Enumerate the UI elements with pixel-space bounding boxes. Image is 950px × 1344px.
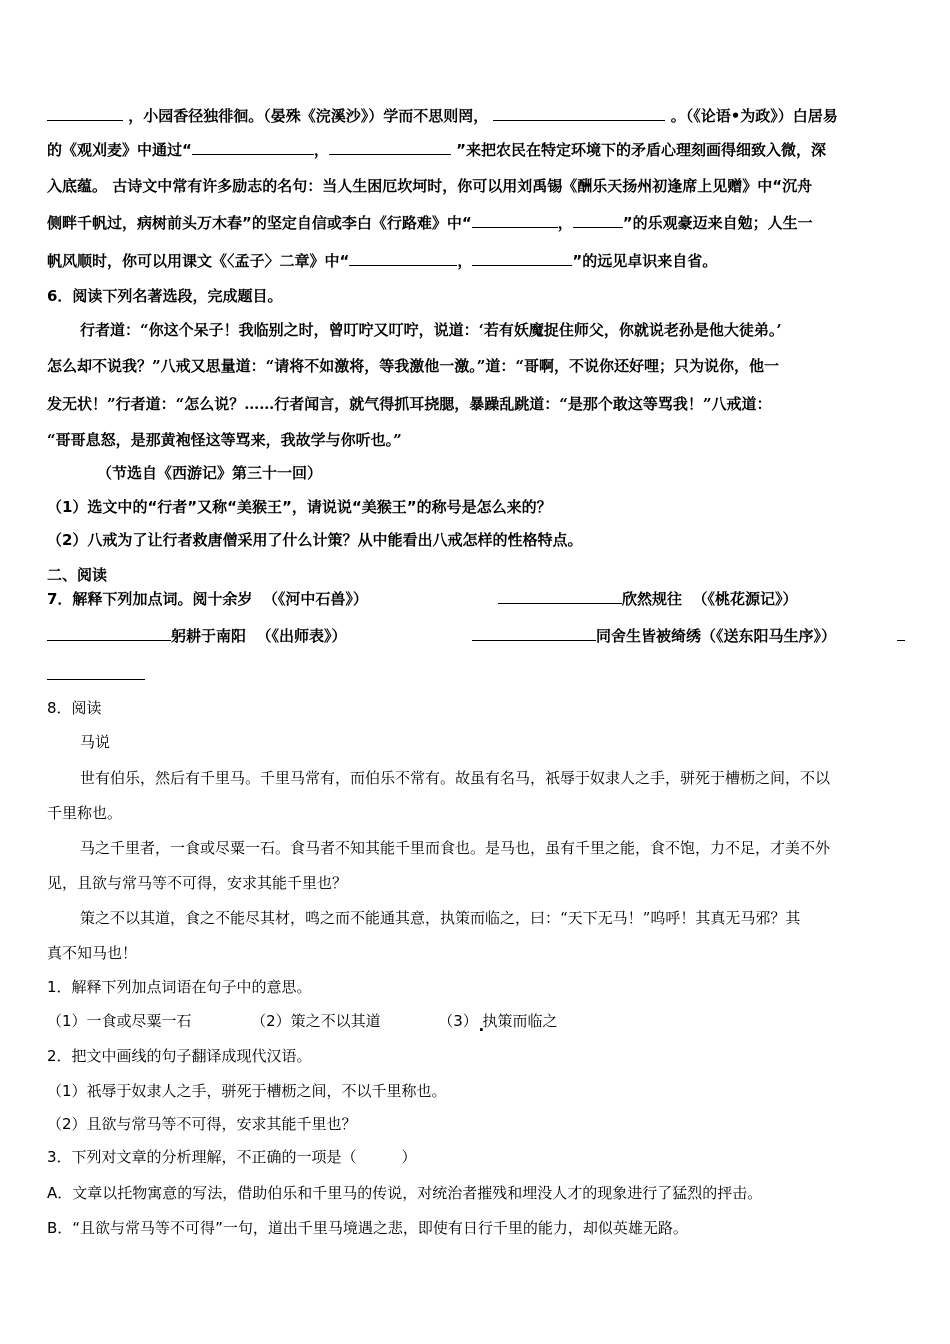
essay-paragraph-line: 策之不以其道，食之不能尽其材，鸣之而不能通其意，执策而临之，曰：“天下无马！”呜呼！其真无马邪？其 — [80, 909, 801, 927]
q5-line-4: 侧畔千帆过，病树前头万木春”的坚定自信或李白《行路难》中“ ， ”的乐观豪迈来自勉；人生一 — [47, 214, 813, 232]
q6-passage-line: “哥哥息怒，是那黄袍怪这等骂来，我故学与你听也。” — [47, 431, 402, 449]
q7-item-3: 躬耕于南阳 （《出师表》） — [47, 626, 346, 646]
sub-question-3-title: 3．下列对文章的分析理解，不正确的一项是（ ） — [47, 1148, 417, 1166]
q6-passage-line: 怎么却不说我？”八戒又思量道：“请将不如激将，等我激他一激。”道：“哥啊，不说你还好哩；只为说你，他一 — [47, 357, 780, 375]
q7-item-2: 欣然规往 （《桃花源记》） — [498, 589, 797, 609]
q7-trailing-blank[interactable] — [897, 626, 905, 646]
option-a: A．文章以托物寓意的写法，借助伯乐和千里马的传说，对统治者摧残和埋没人才的现象进行了猛烈的抨击。 — [47, 1184, 763, 1202]
answer-blank[interactable] — [573, 213, 623, 228]
option-b: B．“且欲与常马等不可得”一句，道出千里马境遇之悲，即使有日行千里的能力，却似英雄无路。 — [47, 1219, 688, 1237]
essay-paragraph-line: 见，且欲与常马等不可得，安求其能千里也？ — [47, 874, 348, 892]
q5-line-2: 的《观刈麦》中通过“ ， ”来把农民在特定环境下的矛盾心理刻画得细致入微，深 — [47, 141, 826, 159]
answer-blank[interactable] — [47, 106, 123, 121]
essay-paragraph-line: 千里称也。 — [47, 804, 123, 822]
essay-title: 马说 — [80, 733, 111, 751]
answer-blank[interactable] — [192, 140, 314, 155]
answer-blank[interactable] — [897, 626, 905, 641]
q7-item-4: 同舍生皆被绮绣（《送东阳马生序》） — [472, 626, 836, 646]
answer-blank[interactable] — [472, 626, 596, 641]
sub-question-2-title: 2．把文中画线的句子翻译成现代汉语。 — [47, 1047, 312, 1065]
sub-question-1-title: 1．解释下列加点词语在句子中的意思。 — [47, 978, 312, 996]
q7-line-1: 7．解释下列加点词。阅十余岁 （《河中石兽》） — [47, 590, 368, 608]
q6-passage-line: 发无状！”行者道：“怎么说？……行者闻言，就气得抓耳挠腮，暴躁乱跳道：“是那个敢这等骂我！”八戒道： — [47, 395, 772, 413]
essay-paragraph-line: 真不知马也！ — [47, 944, 138, 962]
sub-question-2-item: （1）祇辱于奴隶人之手，骈死于槽枥之间，不以千里称也。 — [47, 1082, 447, 1100]
q5-line-3: 入底蕴。 古诗文中常有许多励志的名句：当人生困厄坎坷时，你可以用刘禹锡《酬乐天扬州初逢席上见赠》中“沉舟 — [47, 177, 813, 195]
answer-blank[interactable] — [472, 213, 558, 228]
q6-question-2: （2）八戒为了让行者救唐僧采用了什么计策？从中能看出八戒怎样的性格特点。 — [47, 531, 583, 549]
sub-question-1-items: （1）一食或尽粟一石 （2）策之不以其道 （3） 执策而临之 . — [47, 1011, 558, 1031]
q6-question-1: （1）选文中的“行者”又称“美猴王”，请说说“美猴王”的称号是怎么来的？ — [47, 498, 552, 516]
essay-paragraph-line: 世有伯乐，然后有千里马。千里马常有，而伯乐不常有。故虽有名马，祇辱于奴隶人之手，骈死于槽枥之间，不以 — [80, 769, 831, 787]
q6-title: 6．阅读下列名著选段，完成题目。 — [47, 287, 283, 305]
essay-paragraph-line: 马之千里者，一食或尽粟一石。食马者不知其能千里而食也。是马也，虽有千里之能，食不饱，力不足，才美不外 — [80, 839, 831, 857]
sub-question-2-item: （2）且欲与常马等不可得，安求其能千里也？ — [47, 1115, 357, 1133]
answer-blank[interactable] — [472, 251, 572, 266]
answer-blank[interactable] — [498, 589, 622, 604]
q5-line-1: ，小园香径独徘徊。（晏殊《浣溪沙》）学而不思则罔， 。（《论语•为政》）白居易 — [47, 106, 838, 126]
section-heading: 二、阅读 — [47, 566, 108, 584]
answer-blank[interactable] — [329, 140, 451, 155]
answer-blank[interactable] — [493, 106, 665, 121]
q7-trailing-blank-2[interactable] — [47, 665, 145, 685]
answer-blank[interactable] — [47, 665, 145, 680]
answer-blank[interactable] — [47, 626, 171, 641]
q8-title: 8．阅读 — [47, 699, 102, 717]
q6-passage-line: 行者道：“你这个呆子！我临别之时，曾叮咛又叮咛，说道：‘若有妖魔捉住师父，你就说老孙是他大徒弟。’ — [80, 321, 782, 339]
q5-line-5: 帆风顺时，你可以用课文《〈孟子〉二章》中“ ， ”的远见卓识来自省。 — [47, 252, 718, 270]
q6-source: （节选自《西游记》第三十一回） — [97, 464, 323, 482]
answer-blank[interactable] — [349, 251, 457, 266]
